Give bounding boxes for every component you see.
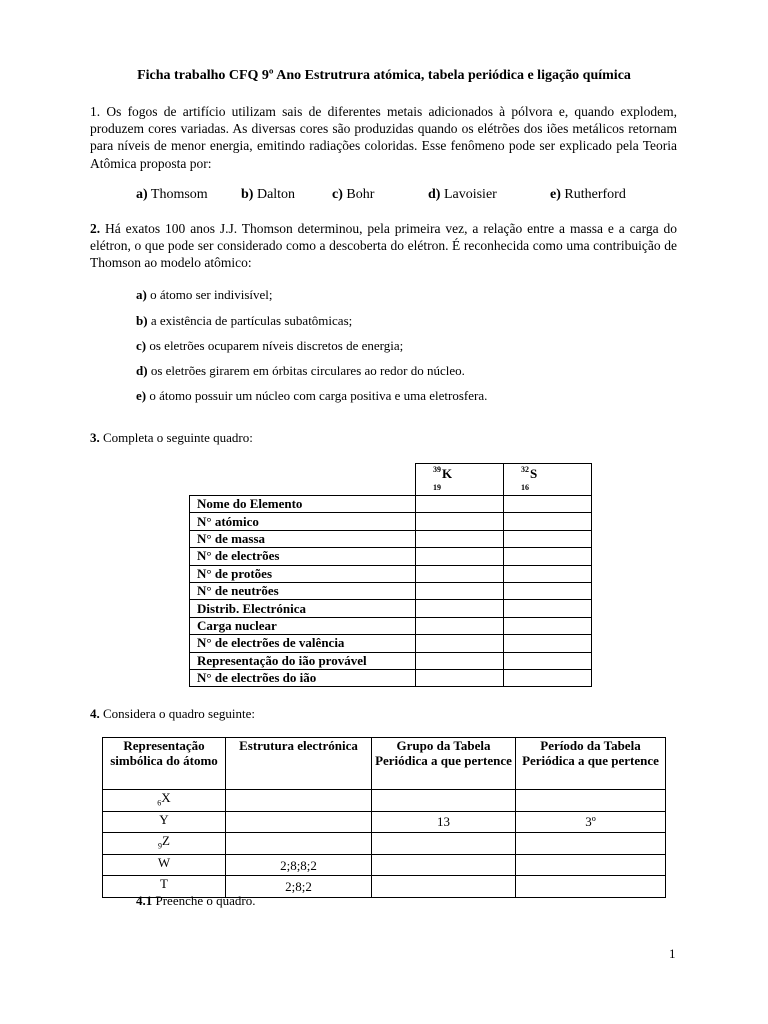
table-cell[interactable] bbox=[504, 565, 592, 582]
page-title: Ficha trabalho CFQ 9º Ano Estrutrura atómica, tabela periódica e ligação química bbox=[137, 68, 631, 83]
page-number: 1 bbox=[669, 946, 676, 961]
table-cell[interactable] bbox=[504, 617, 592, 634]
table-cell[interactable] bbox=[416, 617, 504, 634]
table-row: N° de massa bbox=[190, 530, 592, 547]
table-row: N° de neutrões bbox=[190, 582, 592, 599]
table-cell[interactable] bbox=[226, 790, 372, 812]
table-cell[interactable] bbox=[416, 635, 504, 652]
table-cell[interactable] bbox=[416, 669, 504, 686]
table-cell[interactable] bbox=[416, 652, 504, 669]
table-cell[interactable] bbox=[416, 496, 504, 513]
table-cell[interactable] bbox=[516, 876, 666, 898]
table-cell[interactable] bbox=[504, 635, 592, 652]
question-1-text: 1. Os fogos de artifício utilizam sais de diferentes metais adicionados à pólvora e, quando explodem, produzem cores variadas. As diversas cores são produzidas quando os elétrões dos iões metálicos retornam para níveis de menor energia, emitindo radiações coloridas. Esse fenômeno pode ser explicado pela Teoria Atômica proposta por: bbox=[90, 104, 677, 171]
question-4-1-text: 4.1 Preenche o quadro. bbox=[136, 893, 256, 908]
table-row bbox=[103, 811, 666, 833]
atom-symbol: $_6$X bbox=[103, 790, 226, 812]
atom-symbol: W bbox=[103, 854, 226, 876]
table-row bbox=[103, 833, 666, 855]
q2-option-e: e) o átomo possuir um núcleo com carga positiva e uma eletrosfera. bbox=[136, 388, 488, 403]
table-cell[interactable] bbox=[416, 582, 504, 599]
table-cell[interactable] bbox=[504, 496, 592, 513]
table-row: N° de protões bbox=[190, 565, 592, 582]
atom-symbol: T bbox=[103, 876, 226, 898]
table-cell[interactable]: 2;8;8;2 bbox=[226, 854, 372, 876]
question-2-text: 2. Há exatos 100 anos J.J. Thomson determinou, pela primeira vez, a relação entre a massa e a carga do elétron, o que pode ser considerado como a descoberta do elétron. É reconhecida como uma contribuição de Thomson ao modelo atômico: bbox=[90, 221, 677, 271]
table-cell[interactable]: 13 bbox=[372, 811, 516, 833]
table-cell[interactable] bbox=[504, 513, 592, 530]
table-cell[interactable] bbox=[504, 582, 592, 599]
table-cell[interactable] bbox=[516, 854, 666, 876]
table-cell[interactable] bbox=[416, 565, 504, 582]
element-s-header: $^{32}$S 16 bbox=[504, 464, 592, 496]
table-cell[interactable] bbox=[416, 548, 504, 565]
table-row: Distrib. Electrónica bbox=[190, 600, 592, 617]
table-row bbox=[103, 790, 666, 812]
table-cell[interactable] bbox=[416, 513, 504, 530]
atom-table bbox=[102, 737, 666, 898]
q2-option-d: d) os eletrões girarem em órbitas circulares ao redor do núcleo. bbox=[136, 363, 465, 378]
table-row: N° atómico bbox=[190, 513, 592, 530]
table-cell[interactable]: 2;8;2 bbox=[226, 876, 372, 898]
table-cell[interactable] bbox=[226, 833, 372, 855]
question-4-text: 4. Considera o quadro seguinte: bbox=[90, 706, 255, 721]
table-row: N° de electrões do ião bbox=[190, 669, 592, 686]
table-cell[interactable] bbox=[226, 811, 372, 833]
table-cell[interactable] bbox=[516, 790, 666, 812]
table-cell[interactable] bbox=[516, 833, 666, 855]
q2-option-a: a) o átomo ser indivisível; bbox=[136, 287, 273, 302]
atom-symbol: Y bbox=[103, 811, 226, 833]
q1-option-e: e) Rutherford bbox=[550, 187, 626, 202]
table-cell[interactable] bbox=[416, 530, 504, 547]
table-row bbox=[103, 854, 666, 876]
q2-option-c: c) os eletrões ocuparem níveis discretos de energia; bbox=[136, 338, 404, 353]
table-cell[interactable] bbox=[504, 600, 592, 617]
q2-option-b: b) a existência de partículas subatômicas; bbox=[136, 313, 353, 328]
question-3-text: 3. Completa o seguinte quadro: bbox=[90, 430, 253, 445]
table-row: Representação do ião provável bbox=[190, 652, 592, 669]
atom-symbol: $_9$Z bbox=[103, 833, 226, 855]
table-cell[interactable] bbox=[504, 652, 592, 669]
element-table bbox=[189, 463, 592, 687]
element-k-header: $^{39}$K 19 bbox=[416, 464, 504, 496]
table-cell[interactable]: 3º bbox=[516, 811, 666, 833]
table-cell[interactable] bbox=[372, 854, 516, 876]
q1-option-a: a) Thomsom bbox=[136, 187, 208, 202]
table-cell[interactable] bbox=[372, 833, 516, 855]
table-cell[interactable] bbox=[504, 669, 592, 686]
q1-option-c: c) Bohr bbox=[332, 187, 375, 202]
table-row: N° de electrões de valência bbox=[190, 635, 592, 652]
table-cell[interactable] bbox=[504, 530, 592, 547]
table-cell[interactable] bbox=[372, 790, 516, 812]
table-row: Nome do Elemento bbox=[190, 496, 592, 513]
q1-option-b: b) Dalton bbox=[241, 187, 296, 202]
table-cell[interactable] bbox=[504, 548, 592, 565]
q1-option-d: d) Lavoisier bbox=[428, 187, 497, 202]
table-cell[interactable] bbox=[372, 876, 516, 898]
table-row: N° de electrões bbox=[190, 548, 592, 565]
table-header-row: Representação simbólica do átomo Estrutura electrónica Grupo da Tabela Periódica a que pertence Período da Tabela Periódica a que pertence bbox=[103, 738, 666, 790]
table-row: Carga nuclear bbox=[190, 617, 592, 634]
table-header-row bbox=[190, 464, 592, 496]
table-cell[interactable] bbox=[416, 600, 504, 617]
